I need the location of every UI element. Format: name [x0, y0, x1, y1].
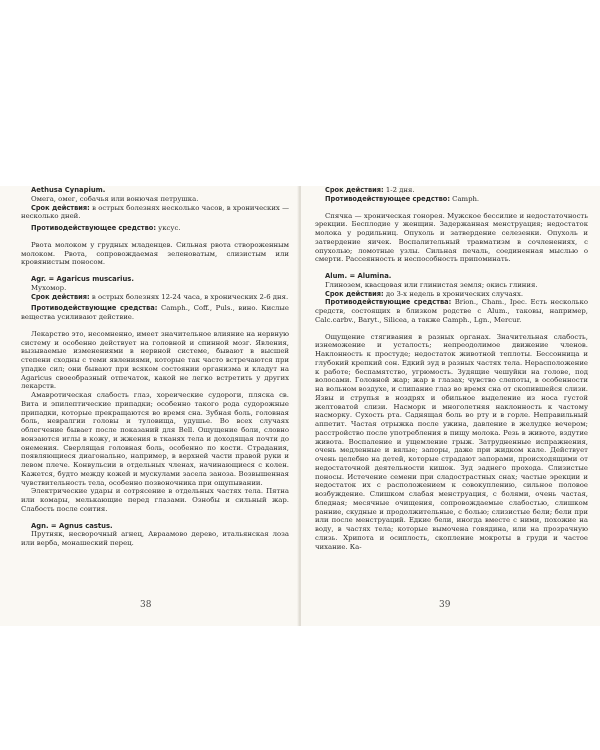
duration-value: 1-2 дня.: [385, 186, 415, 194]
duration-value: в острых болезнях 12-24 часа, в хронических 2-6 дня.: [91, 292, 289, 301]
agnus-antidote: [315, 195, 588, 204]
right-text-column: [315, 186, 588, 551]
agnus-description: Спячка — хроническая гонорея. Мужское бессилие и недостаточность эрекции. Бесплодие у женщин. Задержанная менструация; недостаток молока у родильниц. Опухоль и затвердение селезенки. Опухоль и затвердение яичек. Воспалительный травматизм в сочленениях, с опухолью; ломотные узлы. Сильная печаль, соединенная мыслью о смерти. Рассеянность и неспособность припоминать.: [315, 211, 588, 264]
right-page: [301, 186, 600, 626]
agaricus-antidote: [21, 304, 289, 322]
alumina-duration: [315, 290, 588, 299]
agnus-duration: [315, 186, 588, 195]
entry-heading-agnus: Agn. = Agnus castus.: [31, 521, 113, 530]
aethusa-antidote: [21, 224, 289, 233]
entry-heading-agaricus: Agr. = Agaricus muscarius.: [31, 275, 134, 283]
agnus-synonyms: Прутняк, несворочный агнец, Авраамово дерево, итальянская лоза или верба, монашеский перец.: [21, 530, 289, 547]
duration-label: Срок действия:: [325, 186, 384, 194]
page-number-left: 38: [140, 600, 152, 610]
alumina-synonyms-text: Глинозем, квасцовая или глинистая земля; окись глиния.: [325, 280, 538, 289]
page-number-right: 39: [439, 600, 451, 610]
agaricus-paragraph-3: Электрические удары и сотрясение в отдельных частях тела. Пятна или комары, мелькающие перед глазами. Ознобы и сильный жар. Слабость после соития.: [21, 487, 289, 513]
antidote-value: уксус.: [158, 224, 181, 232]
duration-label: Срок действия:: [325, 289, 384, 298]
agaricus-duration: [21, 293, 289, 302]
aethusa-duration: [21, 204, 289, 222]
alumina-synonyms: [315, 281, 588, 290]
entry-heading-alumina: Alum. = Alumina.: [325, 272, 392, 280]
duration-value: до 3-х недель в хронических случаях.: [385, 289, 524, 298]
aethusa-synonyms-text: Омега, омег, собачья или вонючая петрушка.: [31, 194, 199, 203]
aethusa-description: Рвота молоком у грудных младенцев. Сильная рвота створоженным молоком. Рвота, сопровождаемая зеленоватым, слизистым или кровянистым поносом.: [21, 240, 289, 267]
alumina-antidote: [315, 298, 588, 324]
left-page: [0, 186, 299, 626]
antidote-value: Camph., Coff., Puls., вино. Кислые вещества усиливают действие.: [21, 304, 289, 321]
antidote-value: Brion., Cham., Ipec. Есть несколько средств, состоящих в близком родстве с Alum., таковы, например, Calc.carbv., Baryt., Silicea, а также Camph., Lgn., Mercur.: [315, 298, 588, 324]
agaricus-synonyms: [21, 284, 289, 293]
antidote-label: Противодействующие средства:: [31, 304, 158, 313]
agaricus-paragraph-1: Лекарство это, несомненно, имеет значительное влияние на нервную систему и особенно действует на головной и спинной мозг. Явления, вызываемые изменениями в нервной системе, бывают в высшей степени сходны с теми явлениями, которые так часто встречаются при упадке сил; они бывают при всяком состоянии организма и кладут на Agaricus своеобразный отпечаток, какой не легко встретить у других лекарств.: [21, 329, 289, 391]
duration-label: Срок действия:: [31, 203, 90, 212]
antidote-value: Camph.: [452, 194, 480, 203]
agaricus-synonyms-text: Мухомор.: [31, 283, 67, 292]
duration-value: в острых болезнях несколько часов, в хронических — несколько дней.: [21, 203, 289, 221]
entry-heading-aethusa: Aethusa Cynapium.: [31, 186, 106, 194]
agaricus-paragraph-2: Амавротическая слабость глаз, хореические судороги, пляска св. Вита и эпилептические припадки; особенно такого рода судорожные припадки, которые прекращаются во время сна. Зубная боль, головная боль, невралгии головы и туловища, удушье. Во всех случаях облегчение бывает после показаний для Bell. Ощущение боли, словно вонзаются иглы в кожу, и жжения в тканях тела и доходящая почти до онемения. Сверлящая головная боль, особенно по кости. Страдания, появляющиеся диагонально, например, в верхней части правой руки и левом плече. Конвульсии в отдельных членах, начинающиеся с колен. Кажется, будто между кожей и мускулами засела заноза. Возвышенная чувствительность тела, особенно позвоночника при ощупывании.: [21, 391, 289, 487]
aethusa-synonyms: [21, 195, 289, 204]
antidote-label: Противодействующее средство:: [31, 224, 156, 232]
antidote-label: Противодействующие средства:: [325, 298, 452, 307]
left-text-column: [21, 186, 289, 548]
antidote-label: Противодействующее средство:: [325, 194, 450, 203]
duration-label: Срок действия:: [31, 292, 90, 301]
alumina-paragraph-1: Ощущение стягивания в разных органах. Значительная слабость, изнеможение и усталость; непреодолимое движение членов. Наклонность к простуде; недостаток животной теплоты. Бессонница и глубокий крепкий сон. Едкий зуд в разных частях тела. Нерасположение к работе; беспамятство, угрюмость. Зудящие чешуйки на голове, под волосами. Головной жар; жар в глазах; чувство слепоты, в особенности на вольном воздухе, и слипание глаз во время сна от скопившейся слизи. Язвы и струпья в ноздрях и обильное выделение из носа густой желтоватой слизи. Насморк и многолетняя наклонность к частому насморку. Сухость рта. Саднящая боль во рту и в горле. Неправильный аппетит. Частая отрыжка после ужина, давление в желудке вечером; расстройство после употребления в пищу молока. Резь в животе, вздутие живота. Воспаление и ущемление грыж. Затрудненные испражнения, очень медленные и вялые; запоры, даже при жидком кале. Действует очень целебно на детей, которые страдают запорами, происходящими от недостаточной деятельности кишок. Зуд заднего прохода. Слизистые поносы. Истечение семени при сладострастных снах; частые эрекции и недостаток их с расположением к совокуплению, сильное половое возбуждение. Слишком слабая менструация, с болями, очень частая, бледная; месячные очищения, сопровождаемые слабостью, слишком ранние, скудные и продолжительные, с болью; слизистые бели; бели при или после менструаций. Едкие бели, иногда вместе с ними, похожие на воду, в частях тела; которые вымочена говядина, или на прозрачную слизь. Хрипота и осиплость, скопление мокроты в груди и частое чихание. Ка-: [315, 332, 588, 551]
